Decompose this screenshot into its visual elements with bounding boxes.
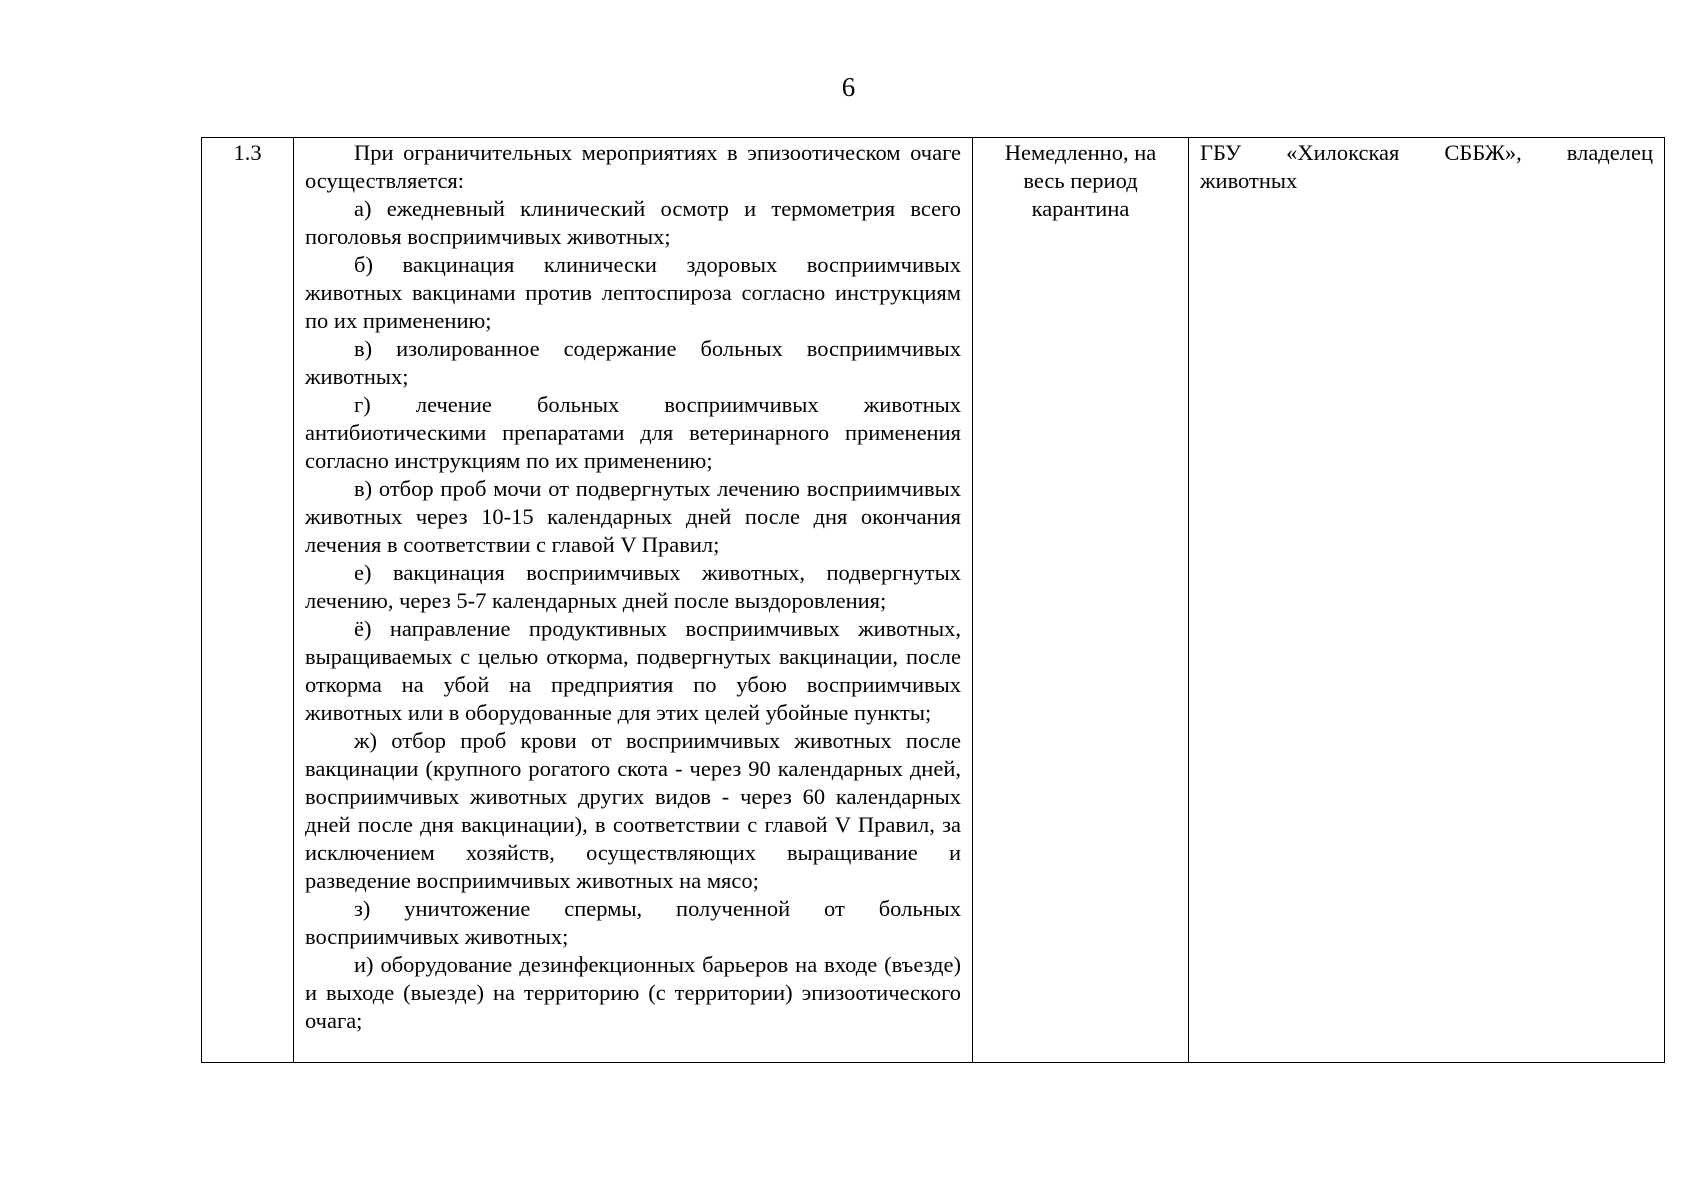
responsible-cell — [1189, 138, 1665, 1063]
table-row — [202, 138, 1665, 1063]
measure-paragraph: При ограничительных мероприятиях в эпизоотическом очаге осуществляется: — [305, 140, 961, 193]
responsible-word: ГБУ — [1200, 140, 1242, 165]
term-cell — [973, 138, 1189, 1063]
measure-paragraph: ё) направление продуктивных восприимчивых животных, выращиваемых с целью откорма, подвергнутых вакцинации, после откорма на убой на предприятия по убою восприимчивых животных или в оборудованные для этих целей убойные пункты; — [305, 616, 961, 725]
row-number: 1.3 — [233, 140, 262, 165]
responsible-line — [1200, 139, 1653, 167]
measures-table — [201, 137, 1665, 1063]
term-line: карантина — [1031, 196, 1130, 221]
responsible-word: «Хилокская — [1286, 140, 1400, 165]
measure-paragraph: з) уничтожение спермы, полученной от больных восприимчивых животных; — [305, 896, 961, 949]
measure-paragraph: е) вакцинация восприимчивых животных, подвергнутых лечению, через 5-7 календарных дней после выздоровления; — [305, 560, 961, 613]
measure-paragraph: а) ежедневный клинический осмотр и термометрия всего поголовья восприимчивых животных; — [305, 196, 961, 249]
measure-paragraph: в) изолированное содержание больных восприимчивых животных; — [305, 336, 961, 389]
measure-paragraph: ж) отбор проб крови от восприимчивых животных после вакцинации (крупного рогатого скота - через 90 календарных дней, восприимчивых животных других видов - через 60 календарных дней после дня вакцинации), в соответствии с главой V Правил, за исключением хозяйств, осуществляющих выращивание и разведение восприимчивых животных на мясо; — [305, 728, 961, 893]
measure-paragraph: г) лечение больных восприимчивых животных антибиотическими препаратами для ветеринарного применения согласно инструкциям по их применению; — [305, 392, 961, 473]
responsible-word: СББЖ», — [1444, 140, 1522, 165]
row-number-cell — [202, 138, 294, 1063]
term-line: весь период — [1023, 168, 1138, 193]
term-line: Немедленно, на — [1004, 140, 1157, 165]
page-number: 6 — [841, 72, 856, 102]
responsible-line: животных — [1200, 168, 1298, 193]
measure-paragraph: в) отбор проб мочи от подвергнутых лечению восприимчивых животных через 10-15 календарных дней после дня окончания лечения в соответствии с главой V Правил; — [305, 476, 961, 557]
measure-paragraph: б) вакцинация клинически здоровых восприимчивых животных вакцинами против лептоспироза согласно инструкциям по их применению; — [305, 252, 961, 333]
responsible-word: владелец — [1566, 140, 1653, 165]
measure-cell — [294, 138, 973, 1063]
measure-paragraph: и) оборудование дезинфекционных барьеров на входе (въезде) и выходе (выезде) на территорию (с территории) эпизоотического очага; — [305, 952, 961, 1033]
